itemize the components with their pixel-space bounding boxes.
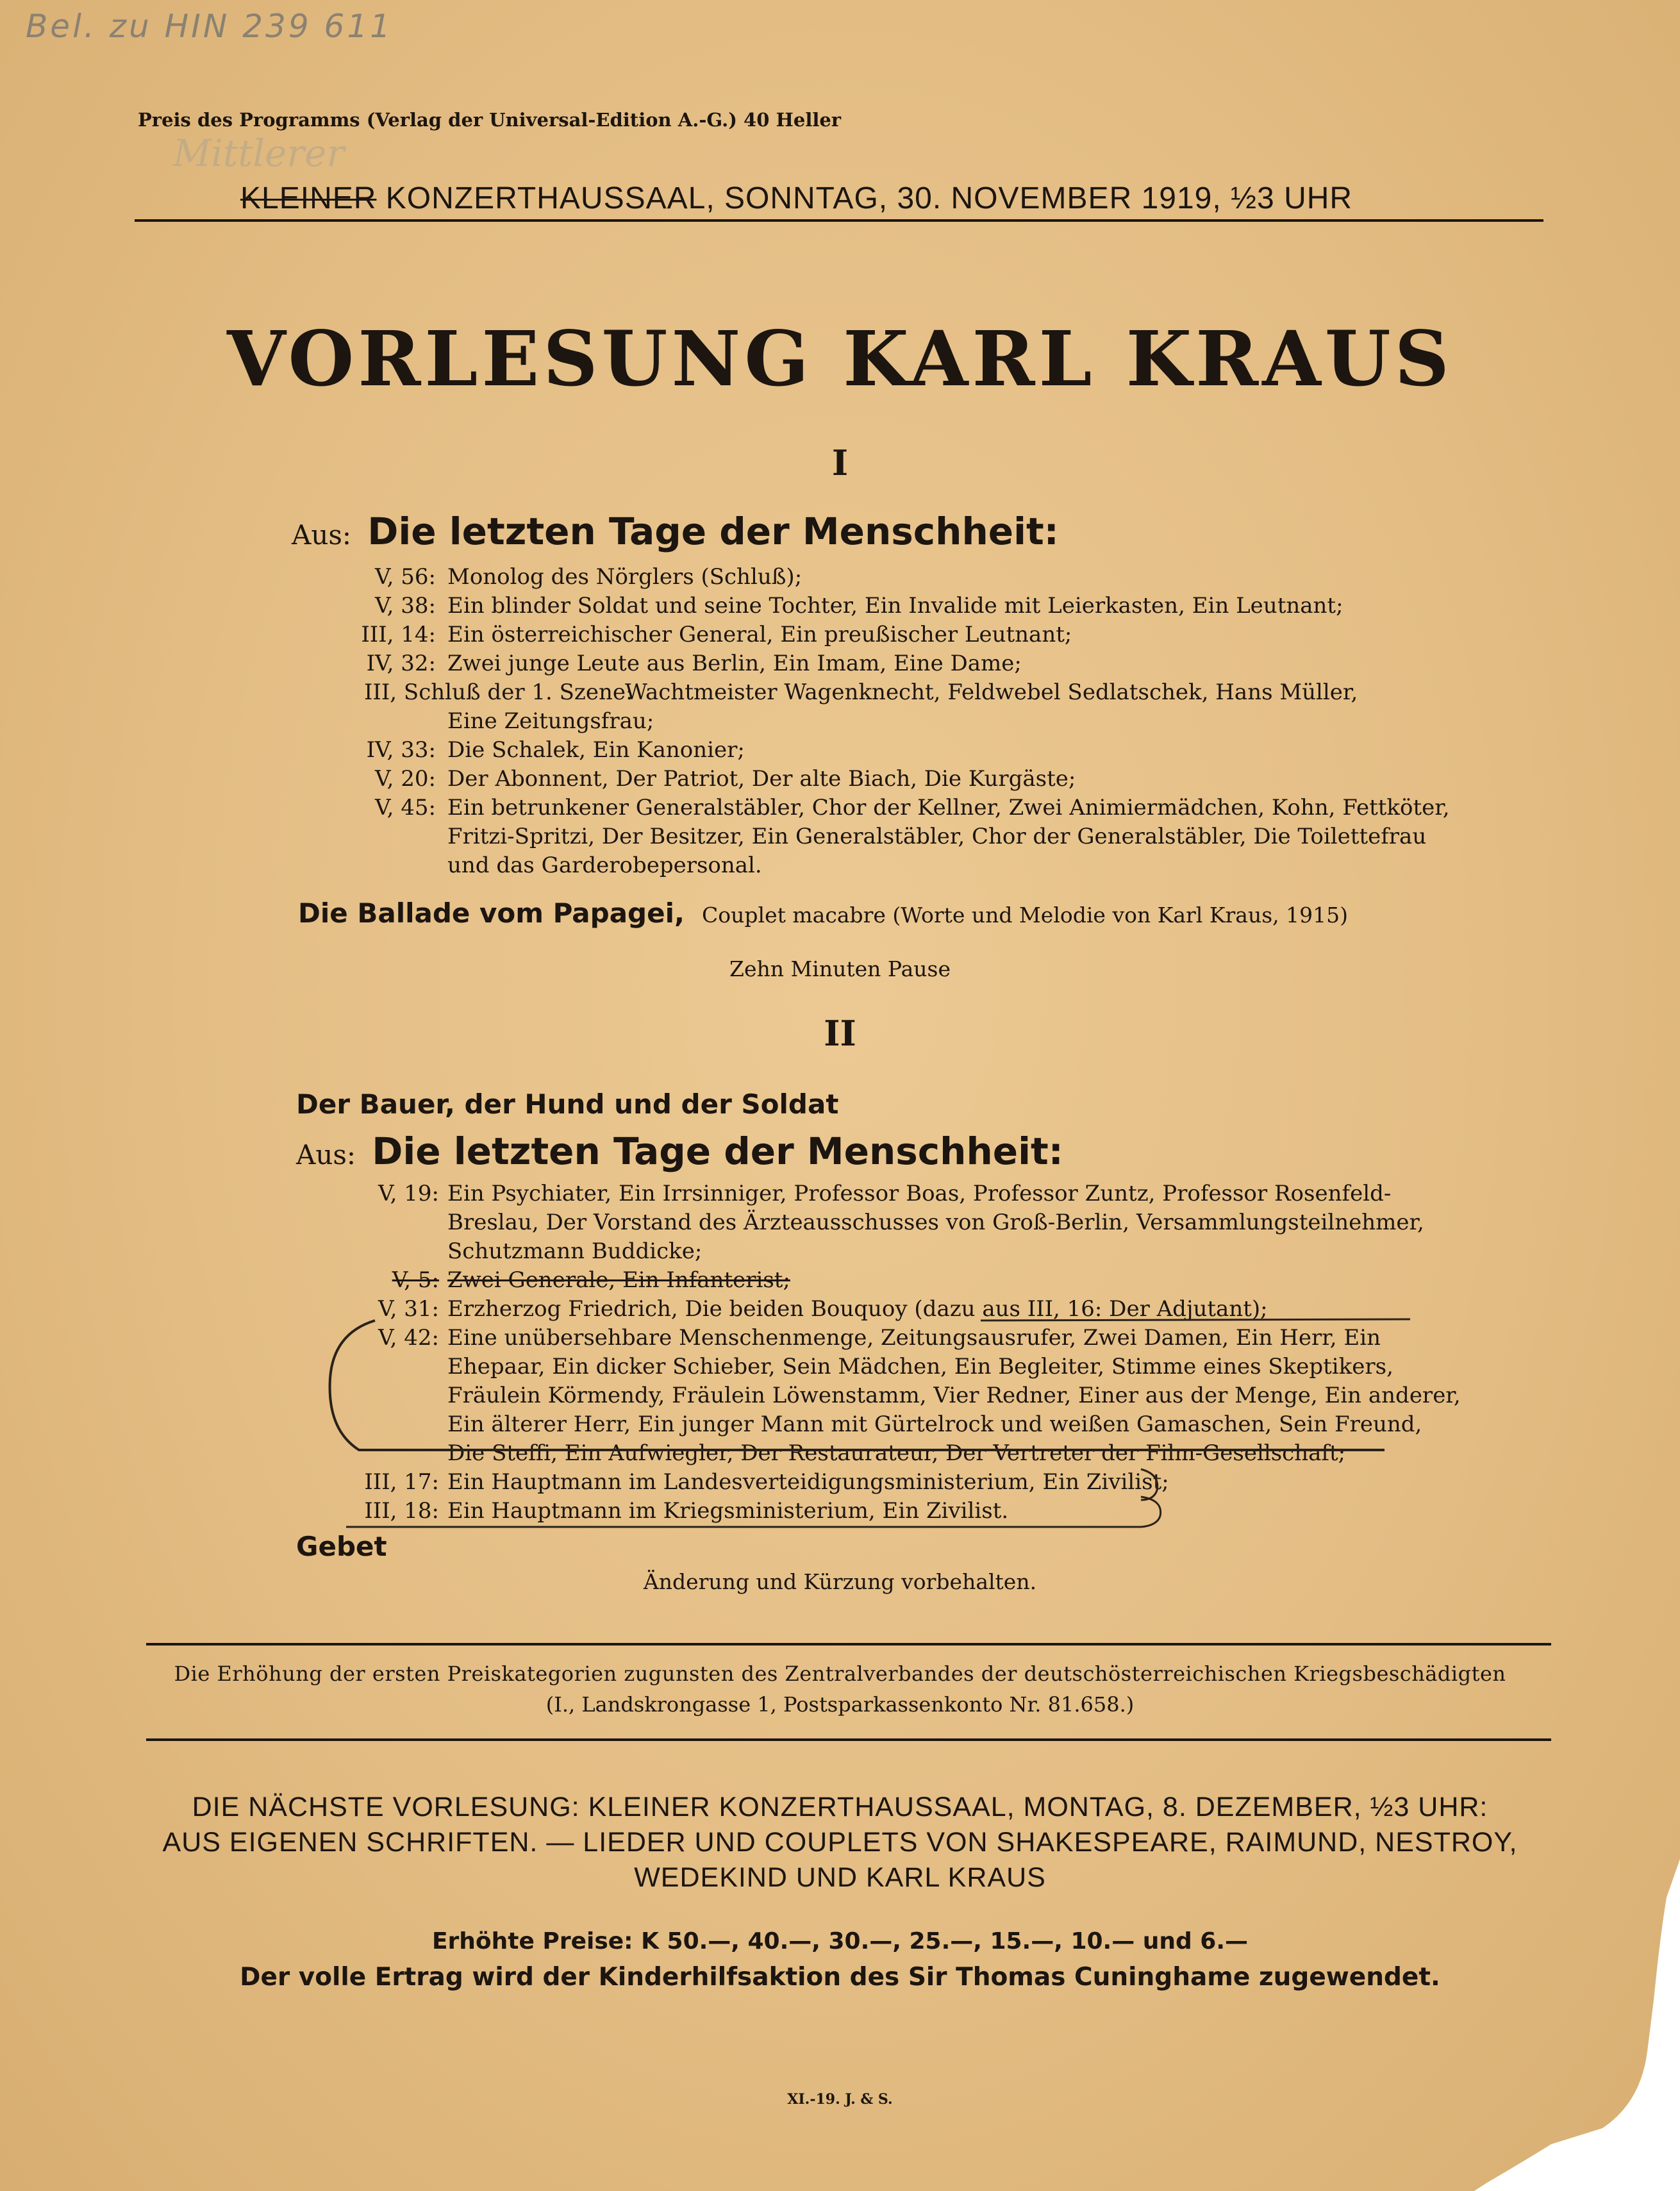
list-item-continuation: Fritzi-Spritzi, Der Besitzer, Ein Generalstäbler, Chor der Generalstäbler, Die Toilettefrau — [447, 824, 1427, 849]
venue-text: KONZERTHAUSSAAL, SONNTAG, 30. NOVEMBER 1919, ½3 UHR — [385, 181, 1353, 215]
entry-text: Zwei Generale, Ein Infanterist; — [447, 1267, 790, 1293]
part-two-numeral: II — [824, 1013, 856, 1054]
bracket-mark — [981, 1319, 1410, 1320]
intermission: Zehn Minuten Pause — [729, 956, 951, 981]
entry-ref: V, 20: — [375, 766, 436, 792]
entry-ref: V, 45: — [375, 795, 436, 821]
entry-text: Ein Hauptmann im Landesverteidigungsministerium, Ein Zivilist; — [447, 1469, 1169, 1495]
list-item-continuation: Schutzmann Buddicke; — [447, 1238, 703, 1264]
archive-note: Bel. zu HIN 239 611 — [26, 8, 393, 45]
entry-ref: V, 38: — [375, 593, 436, 619]
bracket-mark — [330, 1320, 1385, 1450]
entry-text: Die Schalek, Ein Kanonier; — [447, 737, 745, 763]
list-item-continuation: und das Garderobepersonal. — [447, 853, 762, 878]
aus-label: Aus: — [296, 1139, 356, 1170]
venue-struck-word: KLEINER — [240, 181, 377, 215]
entry-ref: V, 56: — [375, 564, 436, 590]
notice-line-2: (I., Landskrongasse 1, Postsparkassenkonto Nr. 81.658.) — [545, 1692, 1135, 1717]
program-price: Preis des Programms (Verlag der Universal-Edition A.-G.) 40 Heller — [138, 109, 842, 131]
proceeds-note: Der volle Ertrag wird der Kinderhilfsaktion des Sir Thomas Cuninghame zugewendet. — [240, 1963, 1440, 1992]
entry-text: Wachtmeister Wagenknecht, Feldwebel Sedlatschek, Hans Müller, — [625, 679, 1358, 705]
list-item-continuation: Fräulein Körmendy, Fräulein Löwenstamm, Vier Redner, Einer aus der Menge, Ein anderer, — [447, 1383, 1461, 1408]
reservation-note: Änderung und Kürzung vorbehalten. — [643, 1569, 1037, 1594]
list-item-continuation: Eine Zeitungsfrau; — [447, 708, 654, 734]
entry-ref: IV, 32: — [366, 651, 436, 676]
entry-text: Ein betrunkener Generalstäbler, Chor der Kellner, Zwei Animiermädchen, Kohn, Fettköter, — [447, 795, 1450, 821]
handwritten-annotation: Mittlerer — [173, 131, 345, 175]
entry-ref: III, Schluß der 1. Szene: — [364, 679, 633, 705]
list-item-continuation: Die Steffi, Ein Aufwiegler, Der Restaurateur, Der Vertreter der Film-Gesellschaft; — [447, 1440, 1346, 1466]
notice-line-1: Die Erhöhung der ersten Preiskategorien zugunsten des Zentralverbandes der deutschösterreichischen Kriegsbeschädigten — [174, 1662, 1506, 1686]
entry-text: Zwei junge Leute aus Berlin, Ein Imam, Eine Dame; — [447, 651, 1022, 676]
part-one-numeral: I — [831, 442, 849, 483]
work-title: Die letzten Tage der Menschheit: — [367, 510, 1059, 553]
entry-ref: III, 17: — [364, 1469, 439, 1495]
entry-text: Der Abonnent, Der Patriot, Der alte Biach, Die Kurgäste; — [447, 766, 1076, 792]
printer-mark: XI.-19. J. & S. — [787, 2091, 893, 2108]
page-title: VORLESUNG KARL KRAUS — [227, 314, 1453, 403]
entry-text: Monolog des Nörglers (Schluß); — [447, 564, 803, 590]
part-two-heading: Der Bauer, der Hund und der Soldat — [296, 1088, 839, 1120]
entry-ref: III, 18: — [364, 1498, 439, 1524]
aus-label: Aus: — [292, 519, 352, 551]
torn-edge — [1474, 1859, 1680, 2191]
entry-ref: III, 14: — [361, 622, 436, 647]
bracket-mark — [1141, 1469, 1158, 1500]
ballade-title: Die Ballade vom Papagei, — [298, 897, 685, 929]
price-list: Erhöhte Preise: K 50.—, 40.—, 30.—, 25.—, 15.—, 10.— und 6.— — [431, 1928, 1249, 1954]
entry-ref: IV, 33: — [366, 737, 436, 763]
entry-text: Ein blinder Soldat und seine Tochter, Ein Invalide mit Leierkasten, Ein Leutnant; — [447, 593, 1343, 619]
entry-text: Ein Psychiater, Ein Irrsinniger, Professor Boas, Professor Zuntz, Professor Rosenfeld- — [447, 1181, 1392, 1206]
next-reading-line-1: DIE NÄCHSTE VORLESUNG: KLEINER KONZERTHAUSSAAL, MONTAG, 8. DEZEMBER, ½3 UHR: — [192, 1792, 1488, 1822]
entry-ref: V, 42: — [378, 1325, 439, 1351]
entry-ref: V, 5: — [392, 1267, 439, 1293]
notice-rule-top — [146, 1643, 1551, 1645]
work-title: Die letzten Tage der Menschheit: — [372, 1129, 1063, 1173]
bracket-mark — [346, 1497, 1161, 1527]
entry-text: Eine unübersehbare Menschenmenge, Zeitungsausrufer, Zwei Damen, Ein Herr, Ein — [447, 1325, 1381, 1351]
entry-text: Ein österreichischer General, Ein preußischer Leutnant; — [447, 622, 1072, 647]
list-item-continuation: Ehepaar, Ein dicker Schieber, Sein Mädchen, Ein Begleiter, Stimme eines Skeptikers, — [447, 1354, 1393, 1379]
entry-ref: V, 31: — [378, 1296, 439, 1322]
list-item-continuation: Breslau, Der Vorstand des Ärzteausschusses von Groß-Berlin, Versammlungsteilnehmer, — [447, 1210, 1424, 1235]
next-reading-line-2: AUS EIGENEN SCHRIFTEN. — LIEDER UND COUPLETS VON SHAKESPEARE, RAIMUND, NESTROY, — [162, 1827, 1518, 1858]
notice-rule-bottom — [146, 1738, 1551, 1741]
next-reading-line-3: WEDEKIND UND KARL KRAUS — [634, 1862, 1046, 1893]
entry-ref: V, 19: — [378, 1181, 439, 1206]
closing-piece: Gebet — [296, 1531, 387, 1562]
entry-text: Erzherzog Friedrich, Die beiden Bouquoy (dazu aus III, 16: Der Adjutant); — [447, 1296, 1268, 1322]
list-item-continuation: Ein älterer Herr, Ein junger Mann mit Gürtelrock und weißen Gamaschen, Sein Freund, — [447, 1412, 1422, 1437]
entry-text: Ein Hauptmann im Kriegsministerium, Ein Zivilist. — [447, 1498, 1009, 1524]
ballade-note: Couplet macabre (Worte und Melodie von Karl Kraus, 1915) — [702, 903, 1348, 928]
